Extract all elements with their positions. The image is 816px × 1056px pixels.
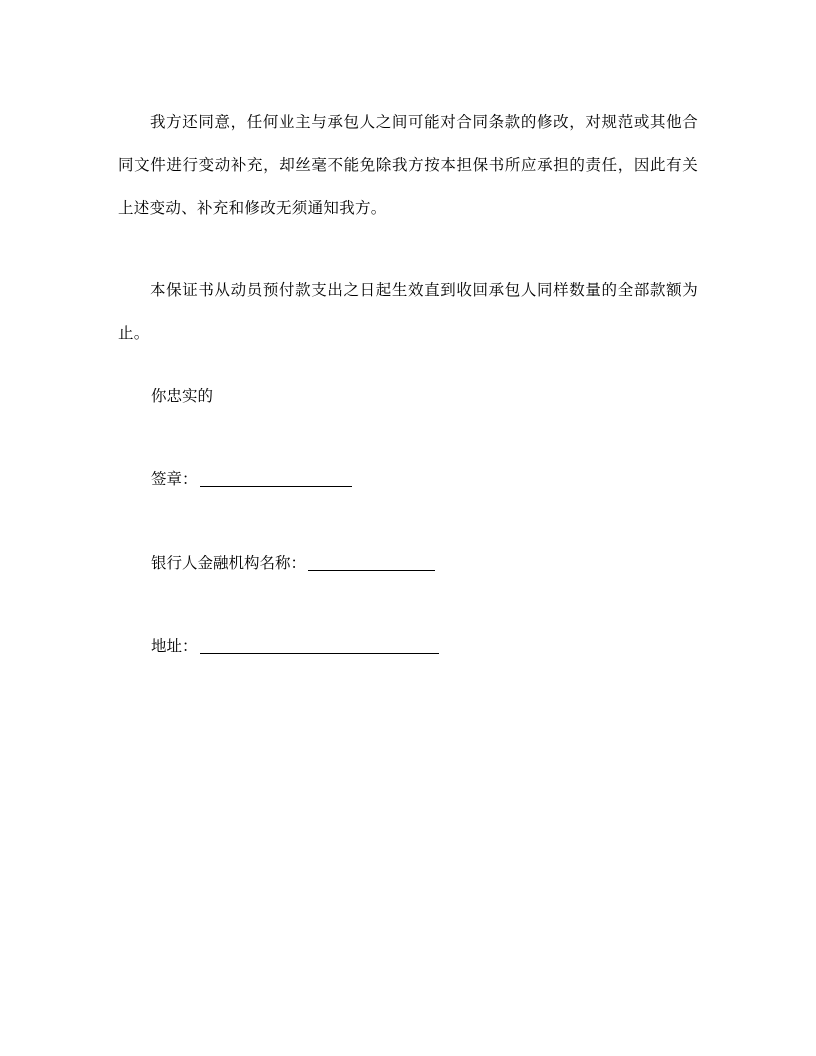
address-label: 地址： — [151, 637, 198, 655]
address-row — [151, 635, 439, 657]
address-blank-line — [200, 639, 439, 654]
signature-label: 签章： — [151, 470, 198, 488]
bank-name-label: 银行人金融机构名称： — [151, 554, 307, 572]
bank-name-row — [151, 552, 435, 574]
closing-salutation: 你忠实的 — [151, 387, 214, 405]
bank-name-blank-line — [308, 556, 435, 571]
signature-row — [151, 468, 352, 490]
validity-paragraph: 本保证书从动员预付款支出之日起生效直到收回承包人同样数量的全部款额为止。 — [118, 280, 698, 342]
signature-blank-line — [200, 472, 352, 487]
agreement-paragraph: 我方还同意，任何业主与承包人之间可能对合同条款的修改，对规范或其他合同文件进行变动补充，却丝毫不能免除我方按本担保书所应承担的责任，因此有关上述变动、补充和修改无须通知我方。 — [118, 112, 698, 217]
